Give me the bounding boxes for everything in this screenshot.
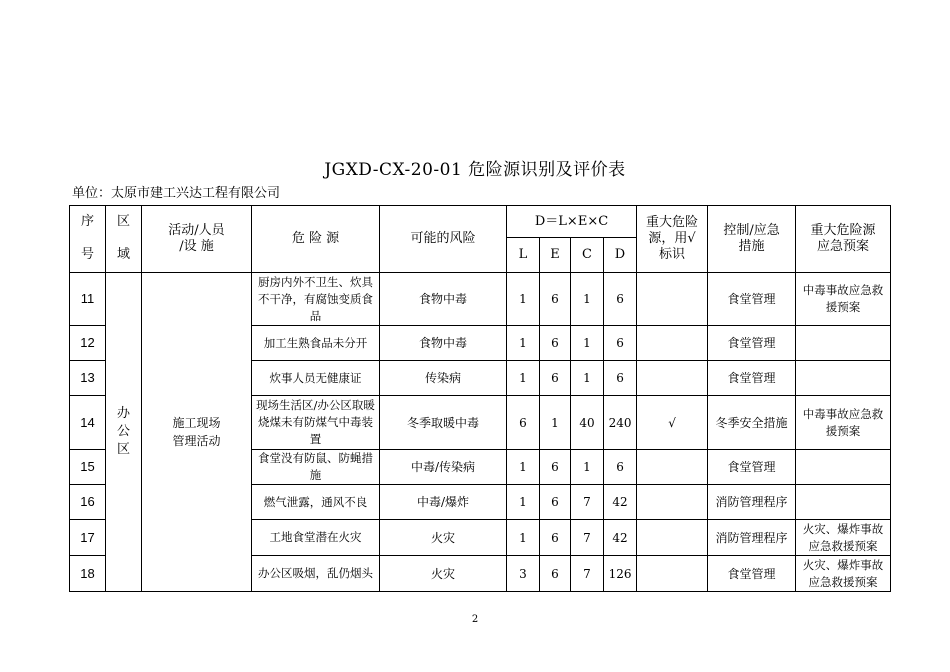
hazard-cell: 工地食堂潜在火灾 [252, 520, 380, 556]
document-title: JGXD-CX-20-01 危险源识别及评价表 [324, 160, 626, 180]
header-formula: D＝L×E×C [507, 206, 637, 238]
unit-label: 单位：太原市建工兴达工程有限公司 [72, 186, 281, 201]
value-D: 6 [604, 450, 637, 485]
control-cell: 食堂管理 [708, 556, 796, 592]
table-row [70, 273, 891, 326]
value-L: 6 [507, 396, 540, 450]
risk-cell: 中毒/爆炸 [380, 485, 507, 520]
major-mark-cell [637, 556, 708, 592]
control-cell: 食堂管理 [708, 273, 796, 326]
risk-cell: 火灾 [380, 556, 507, 592]
value-E: 6 [540, 273, 571, 326]
value-C: 1 [571, 273, 604, 326]
header-major-mark: 重大危险 源，用√ 标识 [637, 206, 708, 273]
value-C: 7 [571, 520, 604, 556]
risk-cell: 中毒/传染病 [380, 450, 507, 485]
control-cell: 食堂管理 [708, 361, 796, 396]
row-number: 12 [70, 326, 106, 361]
row-number: 11 [70, 273, 106, 326]
value-D: 6 [604, 273, 637, 326]
value-E: 6 [540, 361, 571, 396]
value-L: 3 [507, 556, 540, 592]
risk-cell: 食物中毒 [380, 273, 507, 326]
page-number: 2 [471, 614, 479, 625]
hazard-cell: 燃气泄露，通风不良 [252, 485, 380, 520]
value-E: 6 [540, 556, 571, 592]
plan-cell: 火灾、爆炸事故应急救援预案 [796, 556, 891, 592]
header-row-1 [70, 206, 891, 238]
major-mark-cell [637, 361, 708, 396]
table-body [70, 273, 891, 592]
value-D: 126 [604, 556, 637, 592]
value-C: 1 [571, 450, 604, 485]
row-number: 15 [70, 450, 106, 485]
control-cell: 食堂管理 [708, 326, 796, 361]
value-L: 1 [507, 450, 540, 485]
value-D: 6 [604, 326, 637, 361]
risk-cell: 冬季取暖中毒 [380, 396, 507, 450]
area-cell: 办 公 区 [106, 273, 142, 592]
hazard-table [69, 205, 891, 592]
plan-cell: 火灾、爆炸事故应急救援预案 [796, 520, 891, 556]
header-E: E [540, 238, 571, 273]
risk-cell: 食物中毒 [380, 326, 507, 361]
value-L: 1 [507, 520, 540, 556]
header-risk: 可能的风险 [380, 206, 507, 273]
control-cell: 消防管理程序 [708, 485, 796, 520]
major-mark-cell [637, 520, 708, 556]
value-E: 6 [540, 485, 571, 520]
plan-cell [796, 326, 891, 361]
value-L: 1 [507, 485, 540, 520]
control-cell: 冬季安全措施 [708, 396, 796, 450]
value-L: 1 [507, 361, 540, 396]
risk-cell: 火灾 [380, 520, 507, 556]
row-number: 18 [70, 556, 106, 592]
value-C: 7 [571, 485, 604, 520]
plan-cell [796, 361, 891, 396]
major-mark-cell [637, 273, 708, 326]
header-control: 控制/应急 措施 [708, 206, 796, 273]
activity-cell: 施工现场 管理活动 [142, 273, 252, 592]
hazard-cell: 厨房内外不卫生、炊具不干净，有腐蚀变质食品 [252, 273, 380, 326]
value-L: 1 [507, 326, 540, 361]
value-E: 6 [540, 520, 571, 556]
header-seq-bottom: 号 [70, 238, 106, 273]
hazard-cell: 加工生熟食品未分开 [252, 326, 380, 361]
value-D: 42 [604, 520, 637, 556]
row-number: 13 [70, 361, 106, 396]
value-E: 1 [540, 396, 571, 450]
hazard-cell: 办公区吸烟，乱仍烟头 [252, 556, 380, 592]
value-L: 1 [507, 273, 540, 326]
header-area-bottom: 域 [106, 238, 142, 273]
value-D: 240 [604, 396, 637, 450]
major-mark-cell [637, 485, 708, 520]
hazard-cell: 现场生活区/办公区取暖烧煤未有防煤气中毒装置 [252, 396, 380, 450]
header-C: C [571, 238, 604, 273]
value-C: 7 [571, 556, 604, 592]
major-mark-cell [637, 450, 708, 485]
value-D: 42 [604, 485, 637, 520]
plan-cell [796, 450, 891, 485]
value-C: 1 [571, 326, 604, 361]
header-area-top: 区 [106, 206, 142, 238]
hazard-cell: 炊事人员无健康证 [252, 361, 380, 396]
header-L: L [507, 238, 540, 273]
header-plan: 重大危险源 应急预案 [796, 206, 891, 273]
header-activity: 活动/人员 /设 施 [142, 206, 252, 273]
value-D: 6 [604, 361, 637, 396]
hazard-cell: 食堂没有防鼠、防蝇措施 [252, 450, 380, 485]
major-mark-cell [637, 326, 708, 361]
control-cell: 消防管理程序 [708, 520, 796, 556]
value-E: 6 [540, 450, 571, 485]
plan-cell: 中毒事故应急救援预案 [796, 396, 891, 450]
plan-cell [796, 485, 891, 520]
row-number: 17 [70, 520, 106, 556]
row-number: 14 [70, 396, 106, 450]
value-C: 40 [571, 396, 604, 450]
control-cell: 食堂管理 [708, 450, 796, 485]
header-D: D [604, 238, 637, 273]
header-seq-top: 序 [70, 206, 106, 238]
row-number: 16 [70, 485, 106, 520]
value-E: 6 [540, 326, 571, 361]
header-hazard: 危 险 源 [252, 206, 380, 273]
risk-cell: 传染病 [380, 361, 507, 396]
value-C: 1 [571, 361, 604, 396]
plan-cell: 中毒事故应急救援预案 [796, 273, 891, 326]
major-mark-cell: √ [637, 396, 708, 450]
